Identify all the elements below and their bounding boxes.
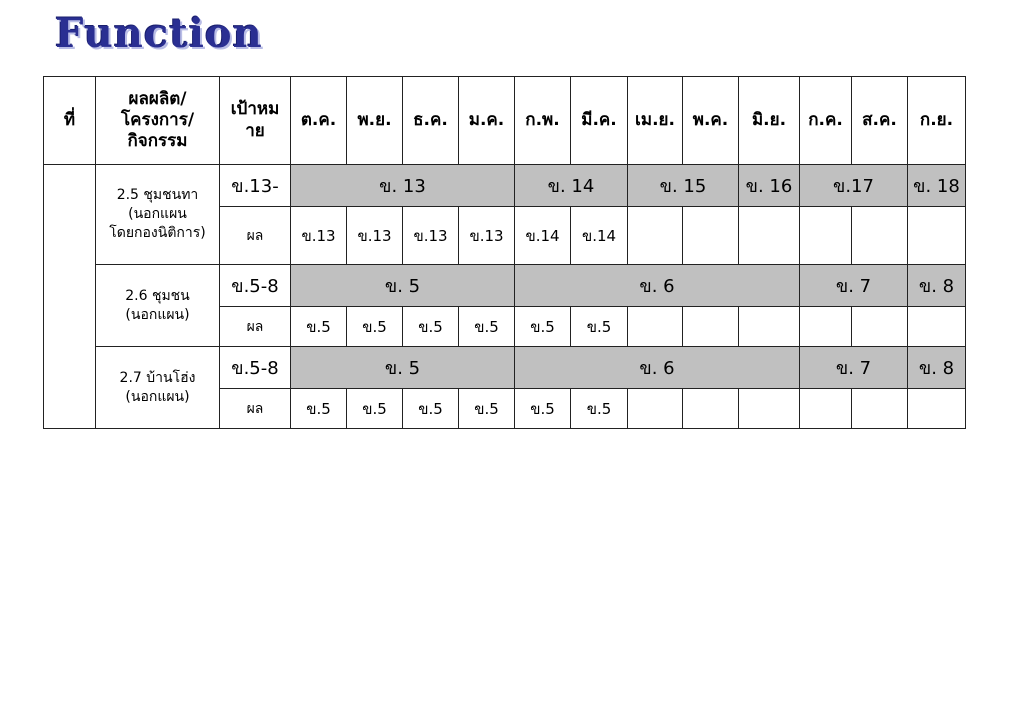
table-row: [44, 165, 966, 207]
plan-bar: ข. 14: [515, 165, 628, 207]
actual-cell: ข.5: [515, 389, 571, 429]
plan-bar: ข. 6: [515, 347, 800, 389]
plan-bar: ข. 5: [291, 265, 515, 307]
table-row: [44, 265, 966, 307]
header-target: เป้าหม าย: [220, 77, 291, 165]
activity-label: 2.5 ชุมชนทา (นอกแผน โดยกองนิติการ): [96, 165, 220, 265]
activity-label: 2.7 บ้านโฮ่ง (นอกแผน): [96, 347, 220, 429]
empty-cell: [908, 389, 966, 429]
actual-cell: ข.13: [347, 207, 403, 265]
empty-cell: [800, 389, 852, 429]
plan-bar: ข. 7: [800, 347, 908, 389]
header-month: ก.ค.: [800, 77, 852, 165]
actual-cell: ข.5: [571, 307, 628, 347]
header-month: ก.ย.: [908, 77, 966, 165]
target-cell: ข.5-8: [220, 347, 291, 389]
plan-bar: ข.17: [800, 165, 908, 207]
empty-cell: [628, 307, 683, 347]
empty-cell: [739, 207, 800, 265]
header-month: ต.ค.: [291, 77, 347, 165]
result-label: ผล: [220, 207, 291, 265]
empty-cell: [683, 207, 739, 265]
plan-bar: ข. 18: [908, 165, 966, 207]
schedule-table: [43, 76, 966, 429]
empty-cell: [683, 307, 739, 347]
actual-cell: ข.5: [515, 307, 571, 347]
plan-bar: ข. 13: [291, 165, 515, 207]
empty-cell: [739, 389, 800, 429]
actual-cell: ข.14: [571, 207, 628, 265]
empty-cell: [628, 389, 683, 429]
actual-cell: ข.13: [403, 207, 459, 265]
actual-cell: ข.5: [347, 307, 403, 347]
plan-bar: ข. 5: [291, 347, 515, 389]
empty-cell: [852, 389, 908, 429]
empty-cell: [800, 207, 852, 265]
header-month: ส.ค.: [852, 77, 908, 165]
actual-cell: ข.13: [291, 207, 347, 265]
table-row: [44, 347, 966, 389]
actual-cell: ข.5: [459, 307, 515, 347]
header-month: ธ.ค.: [403, 77, 459, 165]
empty-cell: [739, 307, 800, 347]
header-row: [44, 77, 966, 165]
plan-bar: ข. 6: [515, 265, 800, 307]
header-month: พ.ค.: [683, 77, 739, 165]
header-month: มิ.ย.: [739, 77, 800, 165]
plan-bar: ข. 8: [908, 265, 966, 307]
empty-cell: [908, 307, 966, 347]
actual-cell: ข.13: [459, 207, 515, 265]
header-no: ที่: [44, 77, 96, 165]
actual-cell: ข.5: [347, 389, 403, 429]
actual-cell: ข.5: [459, 389, 515, 429]
empty-cell: [683, 389, 739, 429]
actual-cell: ข.14: [515, 207, 571, 265]
empty-cell: [628, 207, 683, 265]
header-month: มี.ค.: [571, 77, 628, 165]
empty-cell: [852, 207, 908, 265]
actual-cell: ข.5: [291, 307, 347, 347]
plan-bar: ข. 8: [908, 347, 966, 389]
actual-cell: ข.5: [291, 389, 347, 429]
actual-cell: ข.5: [403, 307, 459, 347]
header-product: ผลผลิต/ โครงการ/ กิจกรรม: [96, 77, 220, 165]
empty-cell: [852, 307, 908, 347]
actual-cell: ข.5: [571, 389, 628, 429]
empty-cell: [800, 307, 852, 347]
activity-label: 2.6 ชุมชน (นอกแผน): [96, 265, 220, 347]
actual-cell: ข.5: [403, 389, 459, 429]
result-label: ผล: [220, 389, 291, 429]
target-cell: ข.5-8: [220, 265, 291, 307]
empty-cell: [908, 207, 966, 265]
header-month: ม.ค.: [459, 77, 515, 165]
header-month: เม.ย.: [628, 77, 683, 165]
header-month: ก.พ.: [515, 77, 571, 165]
plan-bar: ข. 16: [739, 165, 800, 207]
target-cell: ข.13-: [220, 165, 291, 207]
page-title: Function: [55, 10, 263, 57]
plan-bar: ข. 7: [800, 265, 908, 307]
header-month: พ.ย.: [347, 77, 403, 165]
result-label: ผล: [220, 307, 291, 347]
row-number-cell: [44, 165, 96, 429]
plan-bar: ข. 15: [628, 165, 739, 207]
